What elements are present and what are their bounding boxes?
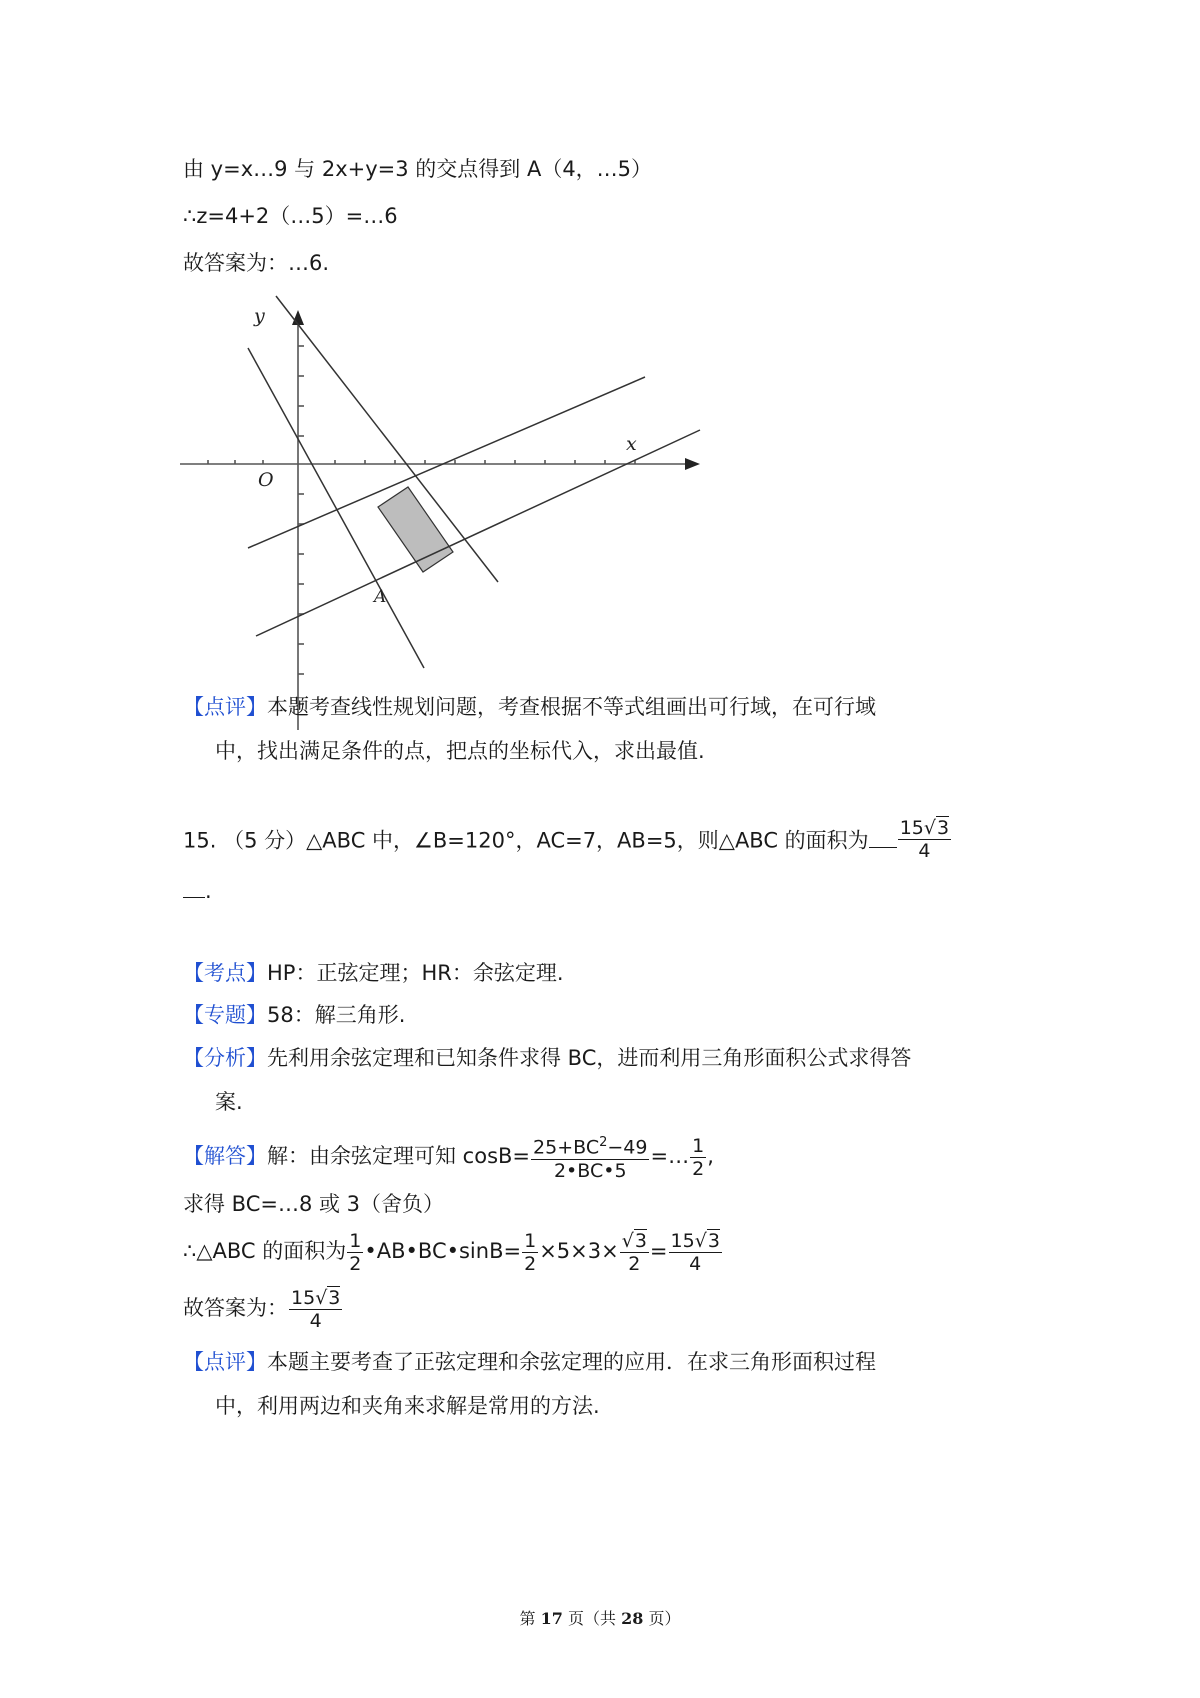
question-score: （5 分） <box>223 828 307 853</box>
question-15 <box>183 819 952 864</box>
fenxi-line <box>183 1043 911 1073</box>
kaodian-tag: 【考点】 <box>183 961 267 985</box>
comment-text: 中，找出满足条件的点，把点的坐标代入，求出最值. <box>215 739 705 763</box>
final-answer-prefix: 故答案为： <box>183 1296 288 1320</box>
question-blank-tail <box>183 876 212 906</box>
zhuanti-line <box>183 1000 405 1030</box>
comment-tag: 【点评】 <box>183 695 267 719</box>
result-fraction: $\frac{15√3}{4}$ <box>670 1229 720 1275</box>
total-pages: 28 <box>621 1609 644 1628</box>
answer-fraction: $\frac{15√3}{4}$ <box>899 817 950 862</box>
page-number: 17 <box>540 1609 563 1628</box>
origin-label: O <box>258 469 274 491</box>
page-footer <box>0 1606 1200 1629</box>
feasible-region-figure <box>180 290 780 735</box>
area-formula: •AB•BC•sinB= <box>364 1239 522 1263</box>
comment-text: 中，利用两边和夹角来求解是常用的方法. <box>215 1394 600 1418</box>
solution-line: ∴z=4+2（…5）=…6 <box>183 204 398 228</box>
jieda-line <box>183 1130 714 1182</box>
answer-blank <box>183 897 205 898</box>
feasible-region <box>378 487 453 572</box>
grid-lines <box>180 310 700 730</box>
fenxi-text: 先利用余弦定理和已知条件求得 BC，进而利用三角形面积公式求得答 <box>267 1046 912 1070</box>
comment-tag: 【点评】 <box>183 1350 267 1374</box>
final-answer-fraction: $\frac{15√3}{4}$ <box>291 1286 341 1332</box>
point-a-label: A <box>374 587 387 607</box>
comment-text: 本题考查线性规划问题，考查根据不等式组画出可行域，在可行域 <box>267 695 876 719</box>
multiplication: ×5×3× <box>539 1239 619 1263</box>
area-prefix: ∴△ABC 的面积为 <box>183 1239 347 1263</box>
equals: =… <box>650 1144 690 1168</box>
question-number: 15. <box>183 828 217 853</box>
question-tail: . <box>205 879 212 903</box>
comment-line <box>183 1347 876 1377</box>
kaodian-text: HP：正弦定理；HR：余弦定理. <box>267 961 564 985</box>
equals: = <box>649 1239 668 1263</box>
half-fraction: $\frac{1}{2}$ <box>524 1229 537 1275</box>
fenxi-text: 案. <box>215 1090 243 1114</box>
boundary-line <box>248 377 645 548</box>
footer-text: 页（共 <box>562 1609 622 1628</box>
zhuanti-tag: 【专题】 <box>183 1003 267 1027</box>
zhuanti-text: 58：解三角形. <box>267 1003 406 1027</box>
comment-line <box>183 692 876 722</box>
sqrt3-half-fraction: $\frac{√3}{2}$ <box>621 1229 647 1275</box>
answer-blank <box>869 847 897 848</box>
y-axis-arrow <box>292 310 304 325</box>
footer-text: 第 <box>519 1609 541 1628</box>
half-fraction: $\frac{1}{2}$ <box>692 1134 705 1180</box>
x-axis-label: x <box>626 433 637 455</box>
kaodian-line <box>183 958 564 988</box>
solution-line: 由 y=x…9 与 2x+y=3 的交点得到 A（4，…5） <box>183 157 653 181</box>
comma: , <box>707 1144 714 1168</box>
jieda-line-2: 求得 BC=…8 或 3（舍负） <box>183 1192 445 1216</box>
cosine-fraction: $\frac{25+BC^2-49}{2•BC•5}$ <box>531 1132 649 1181</box>
question-stem: △ABC 中，∠B=120°，AC=7，AB=5，则△ABC 的面积为 <box>306 828 869 853</box>
footer-text: 页） <box>643 1609 681 1628</box>
x-axis-arrow <box>685 458 700 470</box>
half-fraction: $\frac{1}{2}$ <box>349 1229 362 1275</box>
y-axis-label: y <box>254 305 265 327</box>
boundary-line <box>256 430 700 636</box>
fenxi-tag: 【分析】 <box>183 1046 267 1070</box>
area-formula-line <box>183 1225 723 1277</box>
answer-line: 故答案为：…6. <box>183 251 330 275</box>
jieda-tag: 【解答】 <box>183 1144 267 1168</box>
final-answer-line <box>183 1282 343 1334</box>
jieda-prefix: 解：由余弦定理可知 cosB= <box>267 1144 531 1168</box>
comment-text: 本题主要考查了正弦定理和余弦定理的应用．在求三角形面积过程 <box>267 1350 876 1374</box>
